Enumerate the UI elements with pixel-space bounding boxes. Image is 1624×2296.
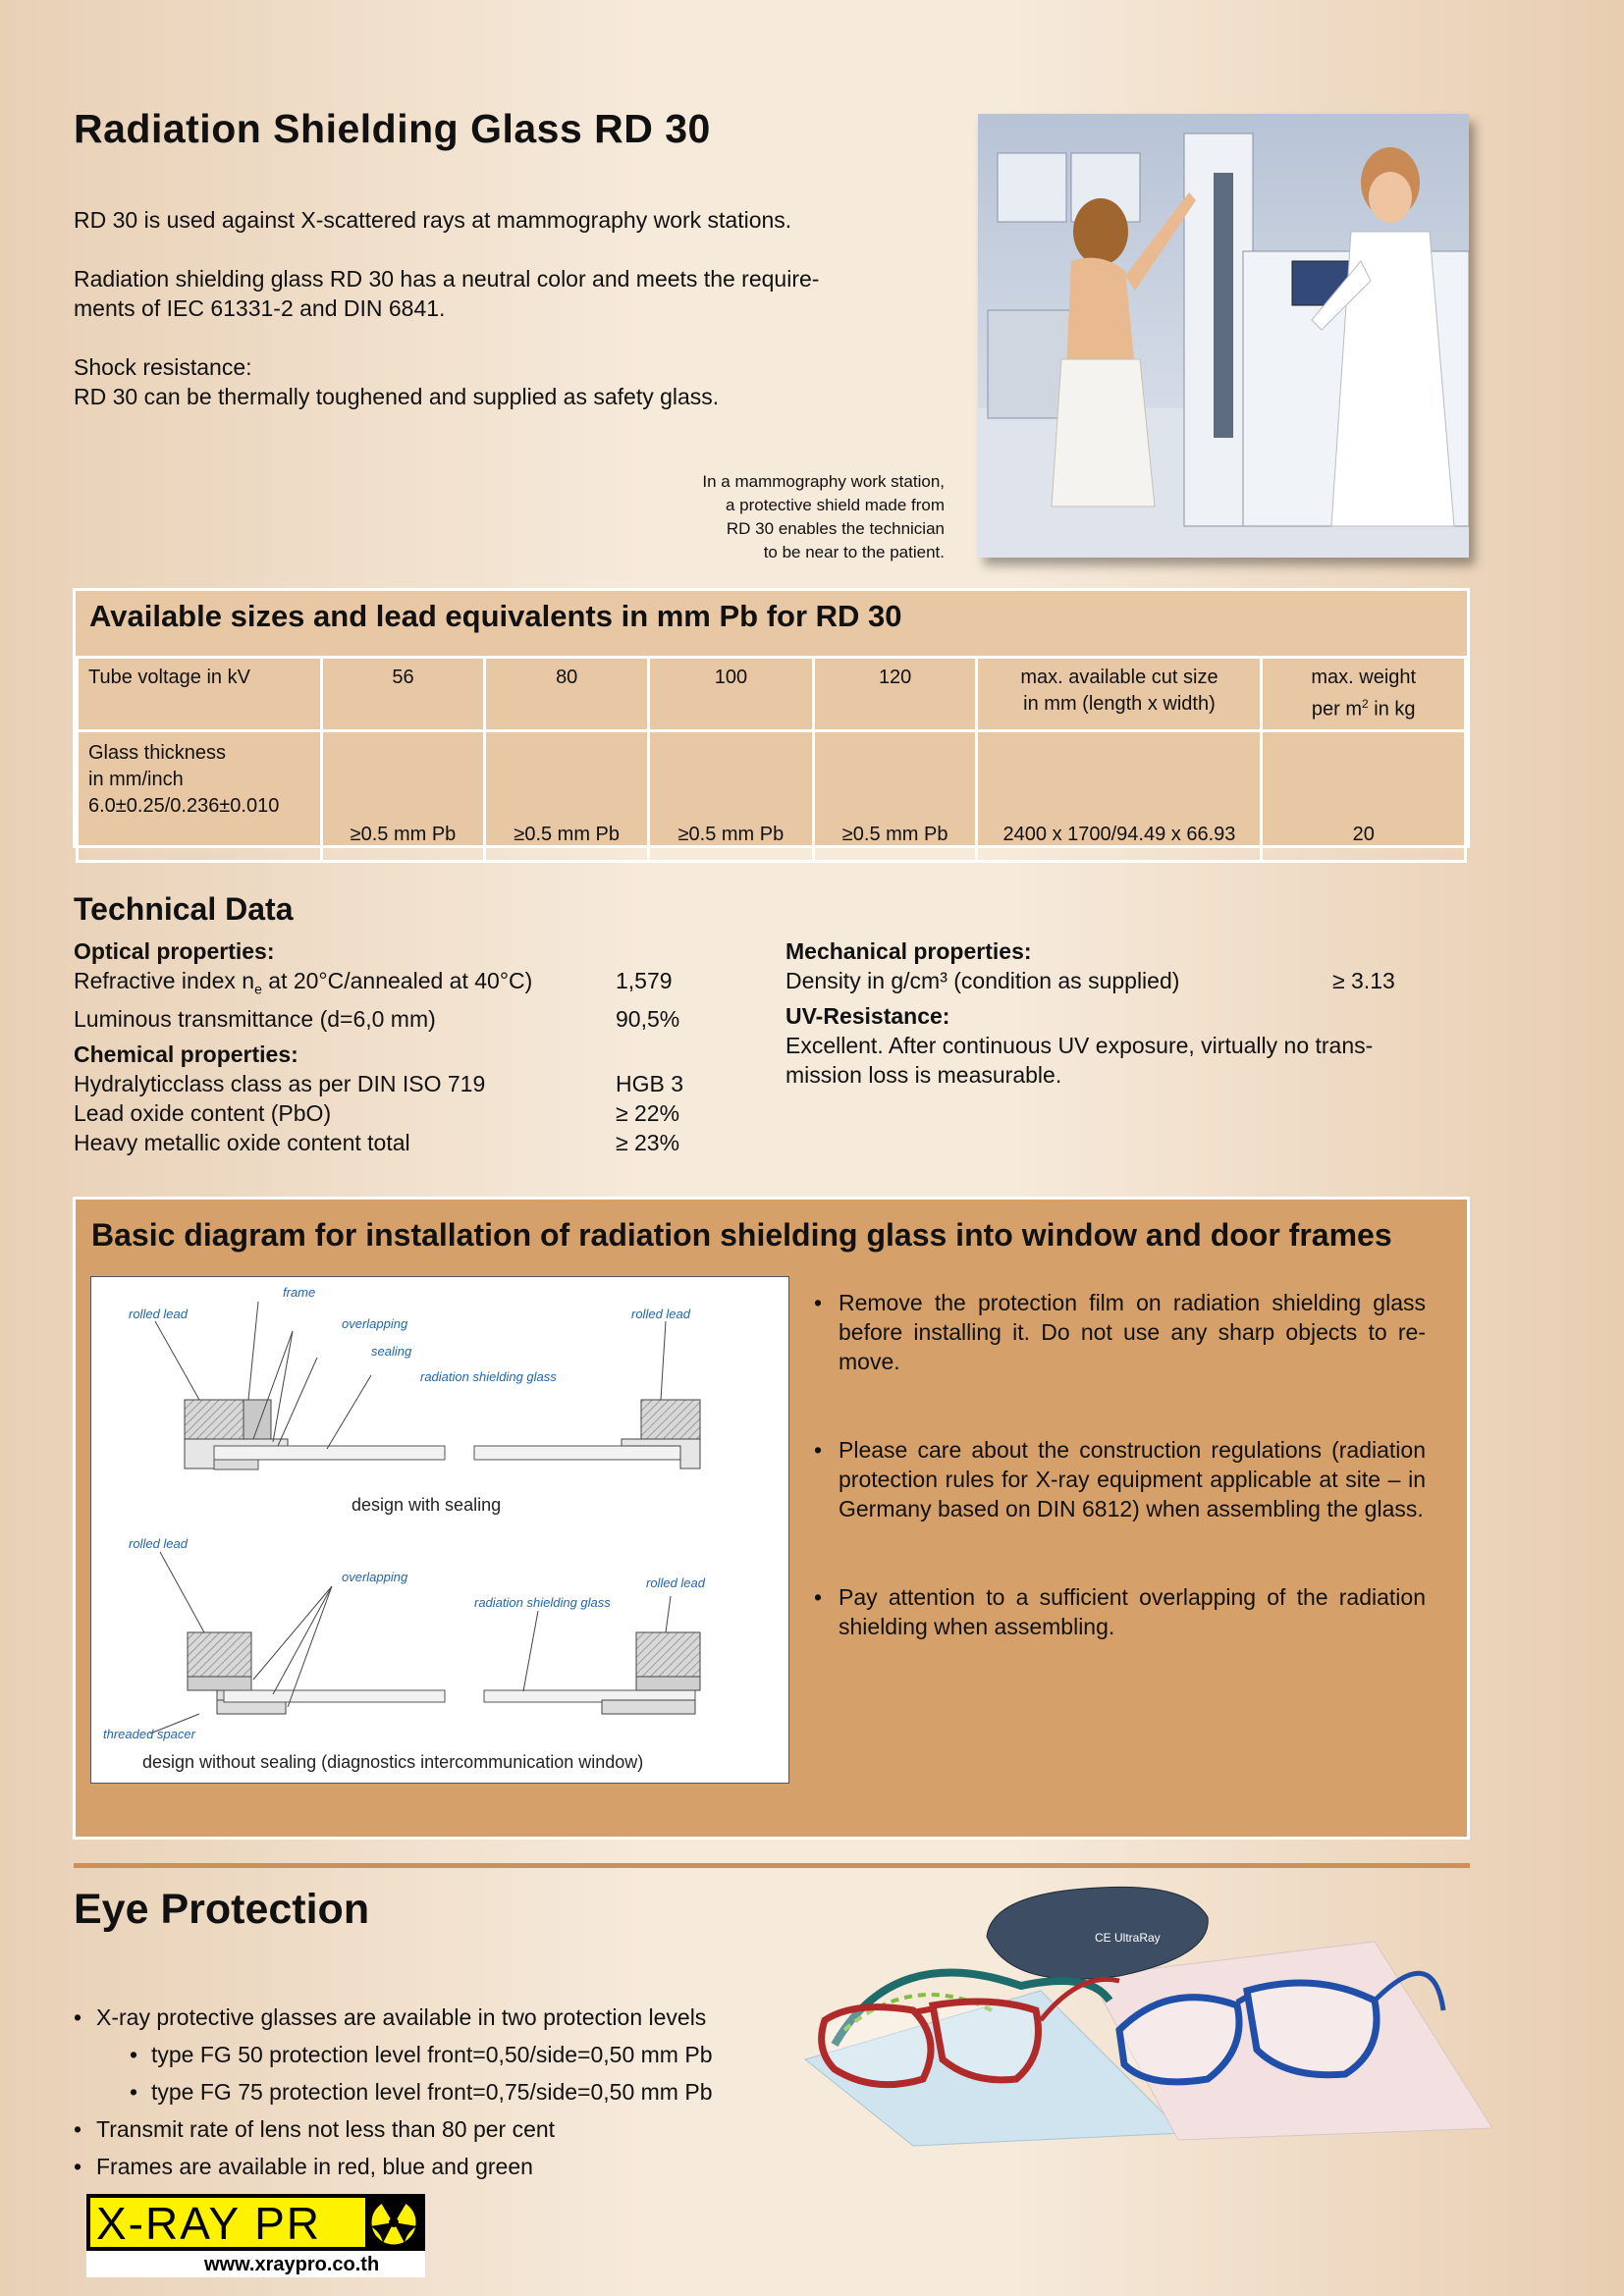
list-item: • Pay attention to a sufficient overlapping of the radiation shielding when assembling. <box>812 1582 1426 1641</box>
weight-header-1: max. weight <box>1311 667 1417 688</box>
label-overlapping-upper: overlapping <box>342 1316 408 1331</box>
label-overlapping-lower: overlapping <box>342 1570 408 1584</box>
intro-paragraph-2b: ments of IEC 61331-2 and DIN 6841. <box>74 295 446 321</box>
table-header-cell <box>1262 658 1466 731</box>
refractive-row <box>74 966 761 1004</box>
luminous-row <box>74 1004 761 1034</box>
table-header-cell: Tube voltage in kV <box>78 658 322 731</box>
refractive-label-a: Refractive index n <box>74 968 255 993</box>
shock-resistance-text: RD 30 can be thermally toughened and supplied as safety glass. <box>74 384 720 409</box>
heavy-row <box>74 1128 761 1157</box>
lead-row <box>74 1098 761 1128</box>
hydro-value: HGB 3 <box>616 1070 684 1096</box>
logo-url: www.xraypro.co.th <box>204 2254 380 2275</box>
lead-label: Lead oxide content (PbO) <box>74 1099 332 1126</box>
optical-heading: Optical properties: <box>74 938 275 964</box>
intro-text <box>74 205 938 411</box>
list-item: • X-ray protective glasses are available in two protection levels <box>74 1999 713 2036</box>
technical-right-column <box>785 936 1473 1090</box>
cut-size-header-2: in mm (length x width) <box>1023 693 1216 715</box>
hydro-label: Hydralyticclass class as per DIN ISO 719 <box>74 1070 486 1096</box>
logo-brand: X-RAY PR <box>96 2198 322 2249</box>
refractive-label <box>74 966 616 1004</box>
table-cell: ≥0.5 mm Pb <box>813 731 977 862</box>
density-value: ≥ 3.13 <box>1332 968 1395 993</box>
list-item: • Frames are available in red, blue and green <box>74 2148 713 2185</box>
glass-thickness-label-2: in mm/inch <box>88 769 184 790</box>
shock-resistance-heading: Shock resistance: <box>74 354 252 380</box>
installation-bullets <box>812 1288 1426 1700</box>
technical-data-title: Technical Data <box>74 891 294 927</box>
refractive-value: 1,579 <box>616 968 673 993</box>
cut-size-header-1: max. available cut size <box>1020 667 1218 688</box>
mammography-illustration <box>978 114 1469 558</box>
table-cell: ≥0.5 mm Pb <box>485 731 649 862</box>
caption-line-1: In a mammography work station, <box>702 472 945 491</box>
technical-left-column <box>74 936 761 1157</box>
table-header-cell: 56 <box>321 658 485 731</box>
chemical-heading: Chemical properties: <box>74 1041 298 1067</box>
label-sealing: sealing <box>371 1344 412 1359</box>
installation-diagram-title: Basic diagram for installation of radiation shielding glass into window and door frames <box>91 1217 1392 1253</box>
refractive-label-b: at 20°C/annealed at 40°C) <box>261 968 533 993</box>
table-cell: ≥0.5 mm Pb <box>321 731 485 862</box>
label-rolled-lead-upper-left: rolled lead <box>129 1307 188 1321</box>
table-header-cell: 100 <box>649 658 814 731</box>
table-cell: 20 <box>1262 731 1466 862</box>
heavy-value: ≥ 23% <box>616 1129 680 1155</box>
protective-glasses-photo <box>795 1883 1497 2148</box>
list-item-sub: • type FG 50 protection level front=0,50/side=0,50 mm Pb <box>74 2036 713 2073</box>
luminous-value: 90,5% <box>616 1005 680 1032</box>
lead-value: ≥ 22% <box>616 1099 680 1126</box>
label-design-with-sealing: design with sealing <box>352 1495 502 1515</box>
caption-line-4: to be near to the patient. <box>763 543 945 561</box>
label-rolled-lead-upper-right: rolled lead <box>631 1307 690 1321</box>
label-glass-upper: radiation shielding glass <box>420 1369 557 1384</box>
refractive-label-sub: e <box>254 981 262 997</box>
photo-caption <box>609 470 945 564</box>
label-frame: frame <box>283 1285 316 1300</box>
uv-text-1: Excellent. After continuous UV exposure, virtually no trans- <box>785 1033 1374 1058</box>
table-header-cell: 120 <box>813 658 977 731</box>
density-row <box>785 966 1473 995</box>
uv-text-2: mission loss is measurable. <box>785 1062 1062 1088</box>
heavy-label: Heavy metallic oxide content total <box>74 1129 410 1155</box>
intro-paragraph-2a: Radiation shielding glass RD 30 has a neutral color and meets the require- <box>74 266 820 292</box>
intro-paragraph-1: RD 30 is used against X-scattered rays at mammography work stations. <box>74 207 792 233</box>
table-header-cell: 80 <box>485 658 649 731</box>
label-threaded-spacer: threaded spacer <box>103 1727 195 1741</box>
weight-header-sup: 2 <box>1362 697 1369 711</box>
glass-thickness-label-1: Glass thickness <box>88 742 227 764</box>
sizes-table-box <box>73 588 1470 848</box>
table-header-row <box>78 658 1466 731</box>
xraypro-logo <box>86 2194 425 2277</box>
label-glass-lower: radiation shielding glass <box>474 1595 611 1610</box>
eye-protection-list <box>74 1999 713 2185</box>
label-design-without-sealing: design without sealing (diagnostics intercommunication window) <box>142 1752 644 1772</box>
hydro-row <box>74 1069 761 1098</box>
table-cell: 2400 x 1700/94.49 x 66.93 <box>977 731 1262 862</box>
sizes-table-title: Available sizes and lead equivalents in mm Pb for RD 30 <box>89 599 902 633</box>
weight-header-unit: in kg <box>1368 698 1416 721</box>
table-cell <box>78 731 322 862</box>
luminous-label: Luminous transmittance (d=6,0 mm) <box>74 1005 436 1032</box>
page-title: Radiation Shielding Glass RD 30 <box>74 106 711 151</box>
mechanical-heading: Mechanical properties: <box>785 938 1032 964</box>
uv-heading: UV-Resistance: <box>785 1003 950 1029</box>
list-item: • Please care about the construction regulations (radiation protection rules for X-ray equipment applicable at site – in Germany based on DIN 6812) when assembling the glass. <box>812 1435 1426 1523</box>
list-item: • Transmit rate of lens not less than 80 per cent <box>74 2110 713 2148</box>
table-header-cell <box>977 658 1262 731</box>
weight-header-per: per m <box>1311 698 1363 721</box>
density-label: Density in g/cm³ (condition as supplied) <box>785 968 1180 993</box>
installation-diagram <box>90 1276 789 1784</box>
section-divider <box>74 1863 1470 1868</box>
case-label: CE UltraRay <box>1095 1931 1161 1945</box>
eye-protection-title: Eye Protection <box>74 1886 370 1933</box>
installation-diagram-box <box>73 1197 1470 1840</box>
label-rolled-lead-lower-right: rolled lead <box>646 1575 705 1590</box>
glass-thickness-value: 6.0±0.25/0.236±0.010 <box>88 795 280 817</box>
sizes-table <box>76 656 1467 863</box>
list-item: • Remove the protection film on radiation shielding glass before installing it. Do not use any sharp objects to re-move. <box>812 1288 1426 1376</box>
caption-line-3: RD 30 enables the technician <box>726 519 945 538</box>
table-row <box>78 731 1466 862</box>
table-cell: ≥0.5 mm Pb <box>649 731 814 862</box>
caption-line-2: a protective shield made from <box>726 496 945 514</box>
list-item-sub: • type FG 75 protection level front=0,75/side=0,50 mm Pb <box>74 2073 713 2110</box>
weight-header-2 <box>1272 691 1454 723</box>
label-rolled-lead-lower-left: rolled lead <box>129 1536 188 1551</box>
